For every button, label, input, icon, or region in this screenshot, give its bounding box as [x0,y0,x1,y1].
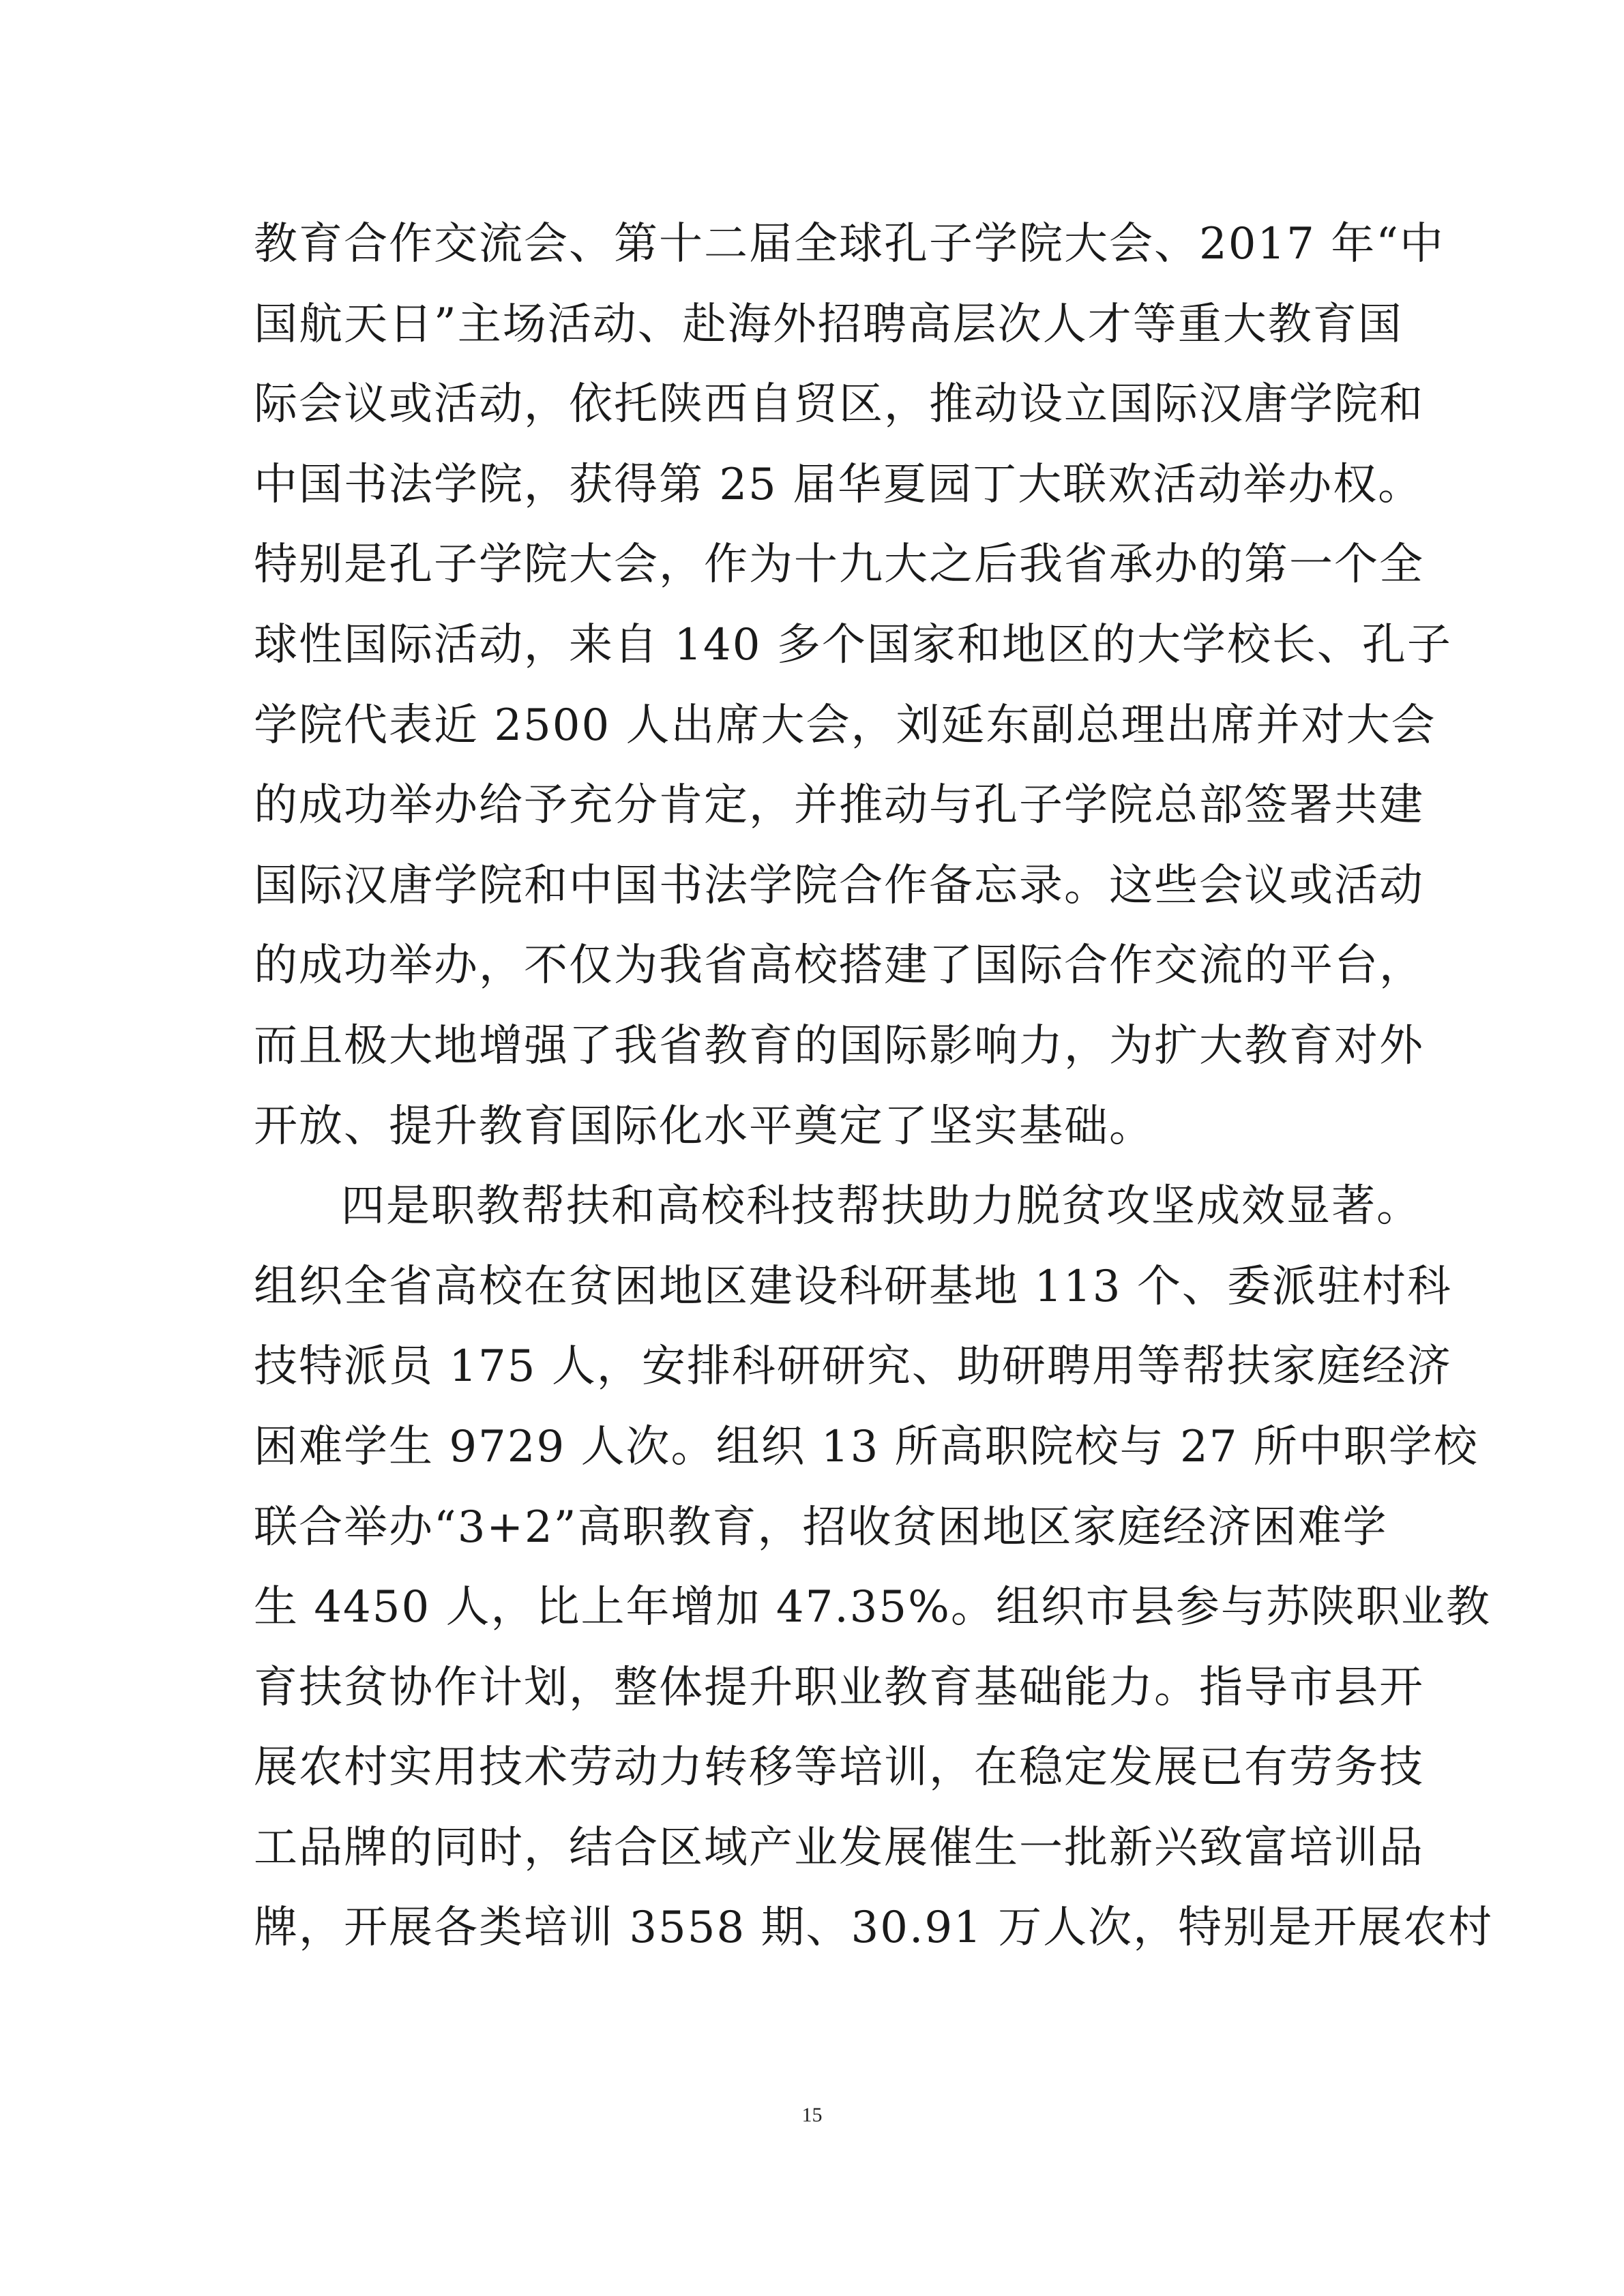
text-line: 展农村实用技术劳动力转移等培训，在稳定发展已有劳务技 [254,1742,1424,1793]
text-line: 特别是孔子学院大会，作为十九大之后我省承办的第一个全 [254,539,1424,591]
text-line: 工品牌的同时，结合区域产业发展催生一批新兴致富培训品 [254,1822,1424,1873]
text-line: 联合举办“3+2”高职教育，招收贫困地区家庭经济困难学 [254,1502,1388,1553]
text-line: 国航天日”主场活动、赴海外招聘高层次人才等重大教育国 [254,299,1403,350]
text-line: 国际汉唐学院和中国书法学院合作备忘录。这些会议或活动 [254,860,1424,911]
text-line: 的成功举办，不仅为我省高校搭建了国际合作交流的平台， [254,940,1424,992]
text-line: 教育合作交流会、第十二届全球孔子学院大会、2017 年“中 [254,219,1445,269]
text-line: 开放、提升教育国际化水平奠定了坚实基础。 [254,1101,1154,1152]
text-line: 牌，开展各类培训 3558 期、30.91 万人次，特别是开展农村 [254,1903,1494,1954]
text-line: 而且极大地增强了我省教育的国际影响力，为扩大教育对外 [254,1020,1424,1071]
text-line: 中国书法学院，获得第 25 届华夏园丁大联欢活动举办权。 [254,459,1423,510]
text-line: 育扶贫协作计划，整体提升职业教育基础能力。指导市县开 [254,1662,1424,1713]
text-line: 技特派员 175 人，安排科研研究、助研聘用等帮扶家庭经济 [254,1341,1452,1392]
text-line: 学院代表近 2500 人出席大会，刘延东副总理出席并对大会 [254,700,1436,751]
paragraph-start-line: 四是职教帮扶和高校科技帮扶助力脱贫攻坚成效显著。 [341,1181,1421,1232]
text-line: 的成功举办给予充分肯定，并推动与孔子学院总部签署共建 [254,780,1424,831]
text-line: 组织全省高校在贫困地区建设科研基地 113 个、委派驻村科 [254,1261,1452,1312]
page-number: 15 [801,2104,823,2126]
text-line: 球性国际活动，来自 140 多个国家和地区的大学校长、孔子 [254,619,1452,670]
body-text [254,205,1494,1969]
text-line: 困难学生 9729 人次。组织 13 所高职院校与 27 所中职学校 [254,1421,1479,1472]
text-line: 生 4450 人，比上年增加 47.35%。组织市县参与苏陕职业教 [254,1582,1491,1633]
text-line: 际会议或活动，依托陕西自贸区，推动设立国际汉唐学院和 [254,379,1424,430]
